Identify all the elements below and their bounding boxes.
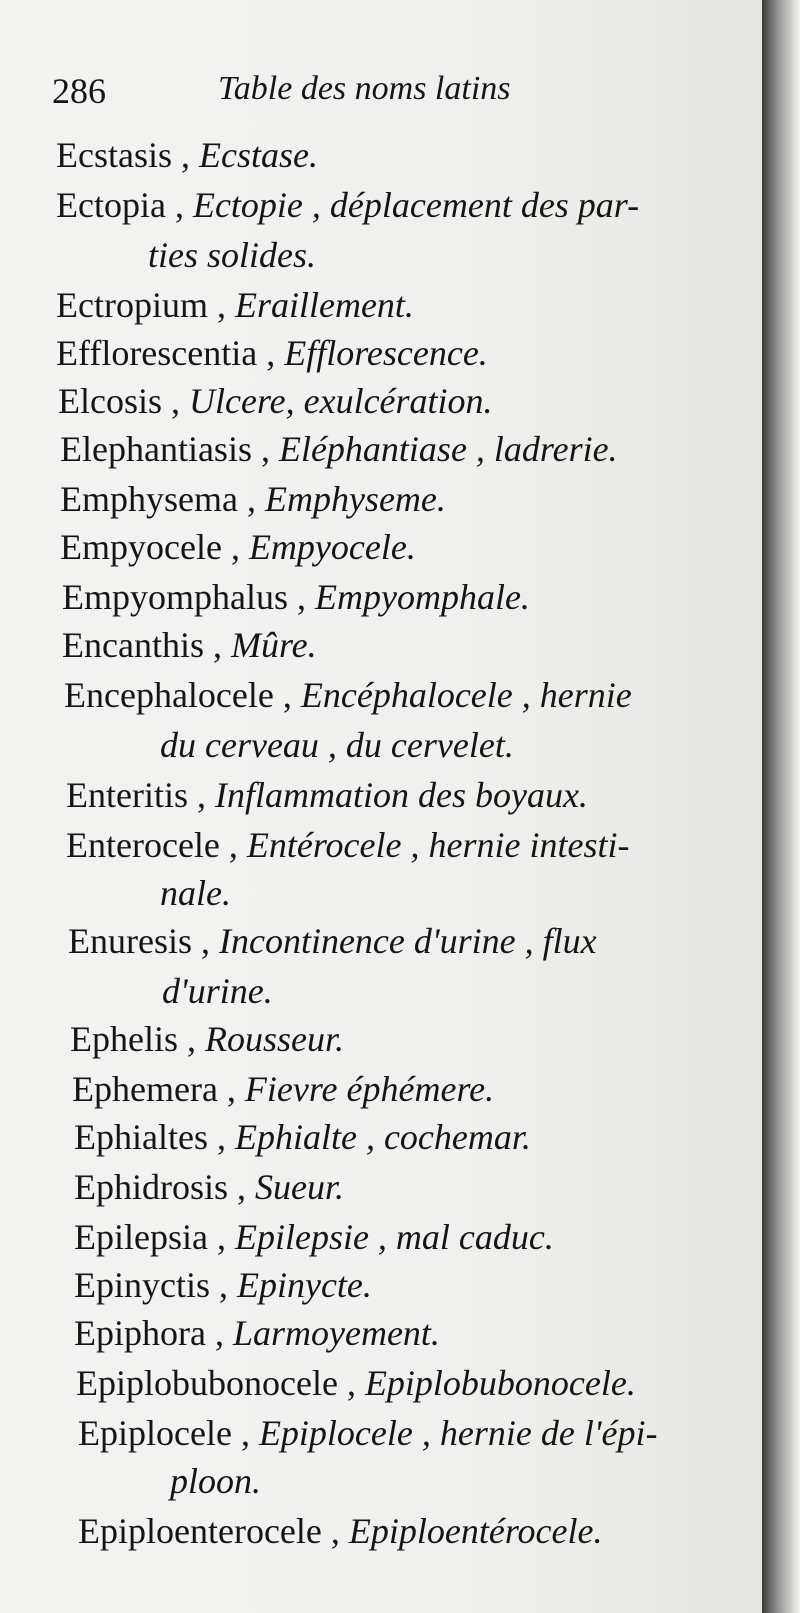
separator: , (337, 1363, 365, 1403)
entry-continuation-line (170, 1458, 261, 1504)
french-translation: Ulcere, exulcération. (189, 381, 493, 421)
latin-term: Epiplobubonocele (76, 1363, 338, 1403)
french-translation: Empyocele. (248, 527, 416, 567)
latin-term: Enuresis (68, 921, 192, 961)
french-translation: Empyomphale. (314, 577, 530, 617)
separator: , (231, 1413, 259, 1453)
french-translation: d'urine. (162, 971, 273, 1011)
entry-line (56, 282, 414, 328)
latin-term: Epinyctis (74, 1265, 210, 1305)
entry-line (56, 132, 318, 178)
running-head: Table des noms latins (218, 70, 511, 107)
latin-term: Epiplocele (78, 1413, 232, 1453)
entry-line (62, 574, 530, 620)
latin-term: Ectropium (56, 285, 208, 325)
french-translation: Rousseur. (204, 1019, 344, 1059)
entry-line (74, 1214, 554, 1260)
french-translation: Encéphalocele , hernie (300, 675, 632, 715)
latin-term: Enterocele (66, 825, 220, 865)
entry-line (74, 1164, 344, 1210)
separator: , (273, 675, 301, 715)
latin-term: Ephialtes (74, 1117, 208, 1157)
separator: , (205, 1313, 233, 1353)
entry-line (74, 1114, 531, 1160)
separator: , (287, 577, 315, 617)
separator: , (203, 625, 231, 665)
latin-term: Efflorescentia (56, 333, 258, 373)
separator: , (162, 381, 189, 421)
entry-continuation-line (162, 968, 273, 1014)
french-translation: Emphyseme. (264, 479, 446, 519)
entry-line (58, 378, 493, 424)
latin-term: Ecstasis (56, 135, 172, 175)
french-translation: Epiploentérocele. (348, 1511, 603, 1551)
entry-line (66, 772, 588, 818)
page-gutter-shadow (762, 0, 800, 1613)
entry-line (64, 672, 632, 718)
french-translation: Epiplocele , hernie de l'épi- (258, 1413, 658, 1453)
french-translation: Larmoyement. (232, 1313, 440, 1353)
french-translation: Efflorescence. (284, 333, 488, 373)
french-translation: Inflammation des boyaux. (214, 775, 588, 815)
separator: , (321, 1511, 349, 1551)
french-translation: ploon. (170, 1461, 262, 1501)
separator: , (221, 527, 249, 567)
french-translation: Sueur. (255, 1167, 345, 1207)
latin-term: Encanthis (62, 625, 204, 665)
latin-term: Elephantiasis (60, 429, 252, 469)
separator: , (165, 185, 193, 225)
french-translation: Entérocele , hernie intesti- (246, 825, 630, 865)
entry-continuation-line (160, 722, 514, 768)
latin-term: Ephidrosis (74, 1167, 229, 1207)
separator: , (187, 775, 215, 815)
latin-term: Emphysema (60, 479, 238, 519)
entry-line (78, 1410, 658, 1456)
entry-line (56, 182, 639, 228)
french-translation: Ephialte , cochemar. (234, 1117, 531, 1157)
french-translation: ties solides. (148, 235, 316, 275)
latin-term: Empyocele (60, 527, 222, 567)
latin-term: Ephemera (72, 1069, 218, 1109)
entry-continuation-line (160, 870, 231, 916)
latin-term: Epilepsia (74, 1217, 208, 1257)
latin-term: Ephelis (70, 1019, 178, 1059)
french-translation: Epiplobubonocele. (364, 1363, 636, 1403)
french-translation: Epilepsie , mal caduc. (234, 1217, 554, 1257)
entry-line (56, 330, 488, 376)
french-translation: Incontinence d'urine , flux (218, 921, 597, 961)
separator: , (207, 1217, 235, 1257)
french-translation: Eraillement. (234, 285, 414, 325)
entry-line (78, 1508, 602, 1554)
latin-term: Empyomphalus (62, 577, 288, 617)
entry-line (60, 476, 446, 522)
latin-term: Encephalocele (64, 675, 274, 715)
page-number: 286 (52, 71, 106, 111)
latin-term: Elcosis (58, 381, 162, 421)
french-translation: Epinycte. (236, 1265, 372, 1305)
entry-line (62, 622, 317, 668)
entry-line (74, 1310, 440, 1356)
french-translation: Fievre éphémere. (244, 1069, 495, 1109)
separator: , (251, 429, 279, 469)
french-translation: Mûre. (230, 625, 317, 665)
separator: , (171, 135, 199, 175)
french-translation: Ectopie , déplacement des par- (192, 185, 640, 225)
entry-line (76, 1360, 636, 1406)
entry-line (74, 1262, 372, 1308)
separator: , (237, 479, 265, 519)
separator: , (209, 1265, 237, 1305)
french-translation: nale. (160, 873, 231, 913)
entry-line (72, 1066, 494, 1112)
separator: , (228, 1167, 256, 1207)
entry-line (66, 822, 629, 868)
latin-term: Ectopia (56, 185, 166, 225)
latin-term: Epiploenterocele (78, 1511, 322, 1551)
latin-term: Enteritis (66, 775, 188, 815)
separator: , (219, 825, 247, 865)
entry-line (60, 426, 618, 472)
entry-line (68, 918, 597, 964)
separator: , (177, 1019, 205, 1059)
latin-term: Epiphora (74, 1313, 206, 1353)
entry-line (70, 1016, 344, 1062)
separator: , (257, 333, 285, 373)
separator: , (207, 1117, 235, 1157)
french-translation: Eléphantiase , ladrerie. (278, 429, 618, 469)
french-translation: Ecstase. (198, 135, 318, 175)
separator: , (217, 1069, 245, 1109)
entry-line (60, 524, 416, 570)
french-translation: du cerveau , du cervelet. (160, 725, 514, 765)
separator: , (207, 285, 235, 325)
entry-continuation-line (148, 232, 316, 278)
separator: , (191, 921, 219, 961)
